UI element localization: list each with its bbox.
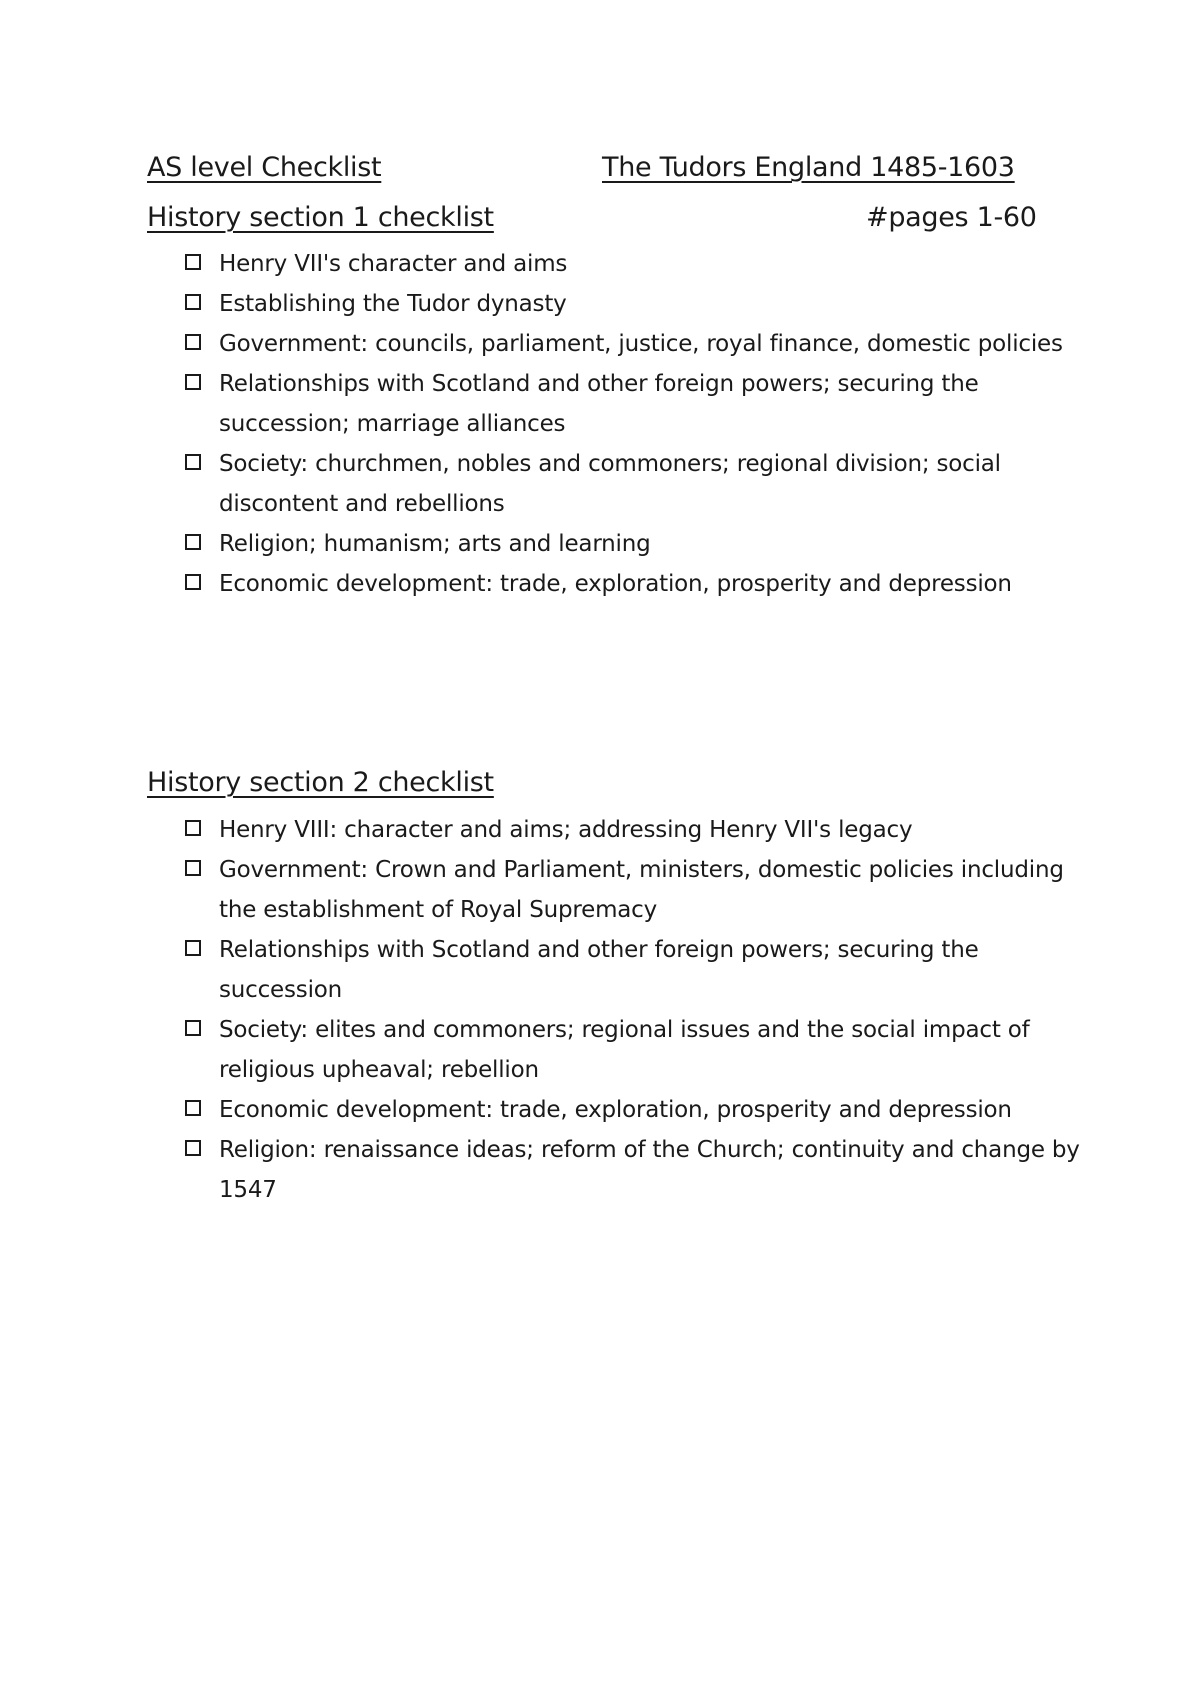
- checkbox-icon[interactable]: [185, 1140, 201, 1156]
- checklist-item-text: Relationships with Scotland and other foreign powers; securing the succession: [219, 937, 979, 1003]
- checkbox-icon[interactable]: [185, 294, 201, 310]
- checkbox-icon[interactable]: [185, 334, 201, 350]
- document-subject: The Tudors England 1485-1603: [602, 152, 1015, 183]
- checklist-item[interactable]: [185, 810, 1085, 850]
- checklist-item-text: Henry VIII: character and aims; addressing Henry VII's legacy: [219, 817, 913, 843]
- checklist-item[interactable]: [185, 564, 1085, 604]
- checklist-item[interactable]: [185, 364, 1085, 444]
- checklist-item[interactable]: [185, 524, 1085, 564]
- checklist-item-text: Establishing the Tudor dynasty: [219, 291, 567, 317]
- checkbox-icon[interactable]: [185, 860, 201, 876]
- checklist-item[interactable]: [185, 930, 1085, 1010]
- checklist-item[interactable]: [185, 1010, 1085, 1090]
- checklist-item[interactable]: [185, 1130, 1085, 1210]
- checkbox-icon[interactable]: [185, 1100, 201, 1116]
- checkbox-icon[interactable]: [185, 534, 201, 550]
- document-title: AS level Checklist: [147, 152, 382, 183]
- checklist-item[interactable]: [185, 850, 1085, 930]
- checkbox-icon[interactable]: [185, 454, 201, 470]
- checklist-item-text: Economic development: trade, exploration, prosperity and depression: [219, 571, 1012, 597]
- checkbox-icon[interactable]: [185, 1020, 201, 1036]
- section-1-checklist: [185, 244, 1085, 604]
- checklist-item[interactable]: [185, 284, 1085, 324]
- checkbox-icon[interactable]: [185, 820, 201, 836]
- section-2-title: History section 2 checklist: [147, 767, 494, 798]
- checklist-item-text: Religion: renaissance ideas; reform of the Church; continuity and change by 1547: [219, 1137, 1080, 1203]
- checklist-item-text: Government: councils, parliament, justice, royal finance, domestic policies: [219, 331, 1063, 357]
- checklist-item-text: Government: Crown and Parliament, ministers, domestic policies including the establishment of Royal Supremacy: [219, 857, 1064, 923]
- checklist-item[interactable]: [185, 1090, 1085, 1130]
- checklist-item-text: Society: churchmen, nobles and commoners; regional division; social discontent and rebellions: [219, 451, 1001, 517]
- checklist-item-text: Relationships with Scotland and other foreign powers; securing the succession; marriage alliances: [219, 371, 979, 437]
- section-1-title: History section 1 checklist: [147, 202, 494, 233]
- checklist-item-text: Henry VII's character and aims: [219, 251, 568, 277]
- checklist-item[interactable]: [185, 444, 1085, 524]
- checkbox-icon[interactable]: [185, 254, 201, 270]
- checkbox-icon[interactable]: [185, 940, 201, 956]
- checklist-item-text: Religion; humanism; arts and learning: [219, 531, 651, 557]
- section-1-pages: #pages 1-60: [866, 202, 1037, 233]
- checklist-item-text: Economic development: trade, exploration, prosperity and depression: [219, 1097, 1012, 1123]
- checkbox-icon[interactable]: [185, 574, 201, 590]
- section-2-checklist: [185, 810, 1085, 1210]
- checklist-item[interactable]: [185, 324, 1085, 364]
- checkbox-icon[interactable]: [185, 374, 201, 390]
- checklist-item[interactable]: [185, 244, 1085, 284]
- checklist-item-text: Society: elites and commoners; regional issues and the social impact of religious upheaval; rebellion: [219, 1017, 1030, 1083]
